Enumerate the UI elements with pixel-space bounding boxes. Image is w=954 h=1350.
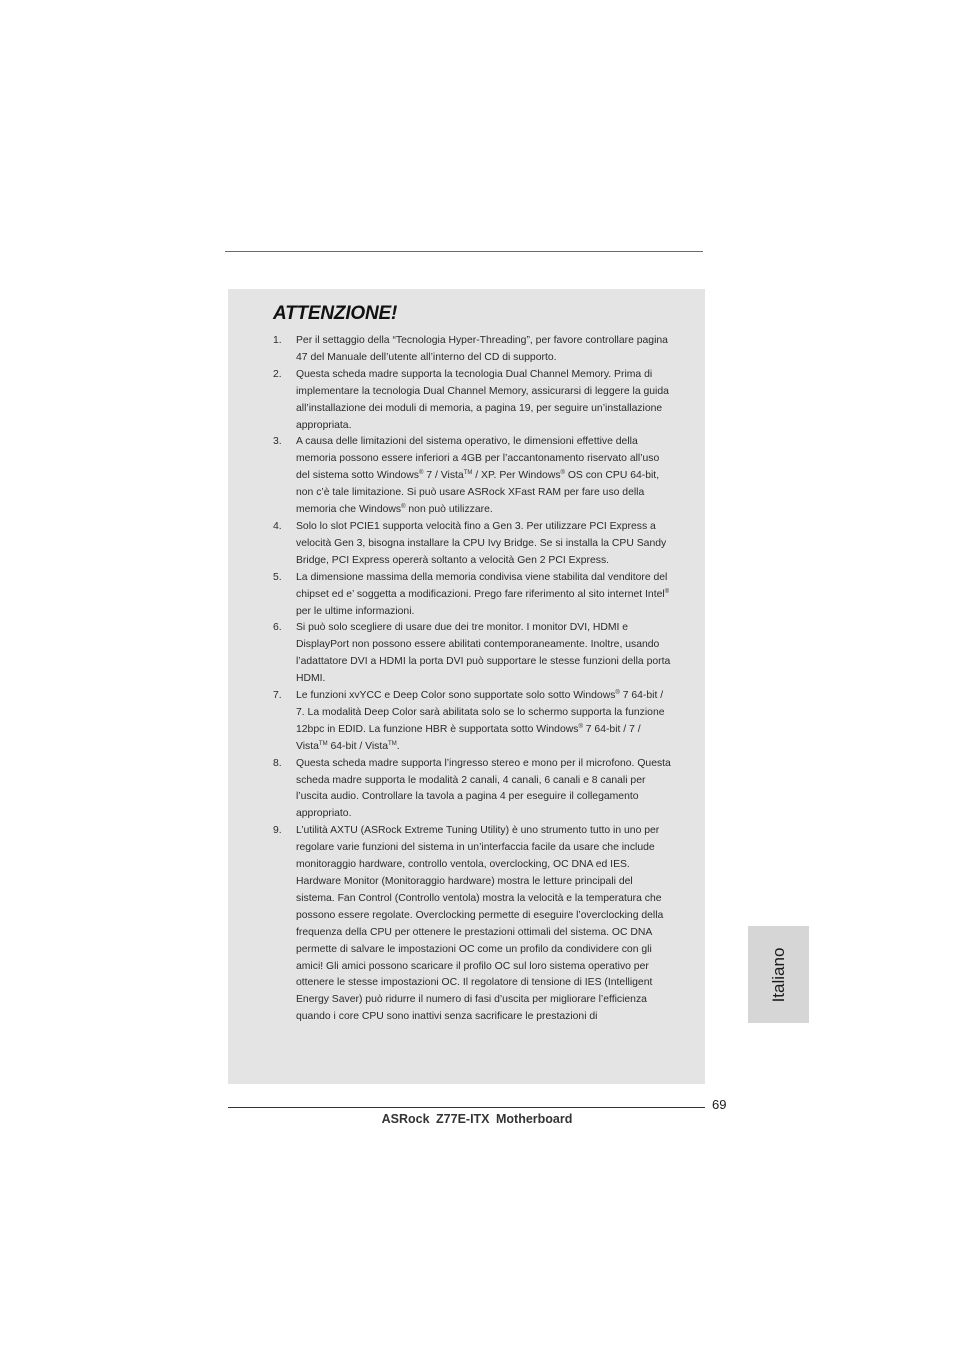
notice-item-number: 9. — [273, 825, 282, 837]
notice-item-number: 4. — [273, 520, 282, 532]
notice-list — [273, 333, 673, 1026]
notice-item — [273, 620, 673, 688]
trademark-mark: ® — [560, 470, 565, 477]
notice-item — [273, 434, 673, 519]
text-segment: 64-bit / Vista — [327, 740, 389, 752]
text-segment: non può utilizzare. — [405, 504, 493, 516]
trademark-mark: TM — [388, 740, 397, 747]
trademark-mark: ® — [664, 588, 670, 595]
top-divider — [225, 251, 703, 252]
text-segment: Questa scheda madre supporta l’ingresso stereo e mono per il microfono. Questa scheda madre supporta le modalità 2 canali, 4 canali, 6 canali e 8 canali per l’uscita audio. Controllare la tavola a pagina 4 per eseguire il collegamento appropriato. — [296, 757, 671, 820]
page-number: 69 — [712, 1097, 727, 1112]
trademark-mark: ® — [419, 470, 424, 477]
notice-title: ATTENZIONE! — [273, 303, 398, 324]
notice-item-number: 6. — [273, 622, 282, 634]
notice-item-text — [296, 620, 673, 688]
notice-item — [273, 823, 673, 1026]
notice-item-number: 1. — [273, 335, 282, 346]
notice-item — [273, 570, 673, 621]
notice-item-number: 2. — [273, 368, 282, 380]
text-segment: Questa scheda madre supporta la tecnologia Dual Channel Memory. Prima di implementare la tecnologia Dual Channel Memory, assicurarsi di leggere la guida all’installazione dei moduli di memoria, a pagina 19, per seguire un’installazione appropriata. — [296, 368, 669, 431]
text-segment: Le funzioni xvYCC e Deep Color sono supportate solo sotto Windows — [296, 690, 616, 702]
notice-item-text — [296, 570, 673, 621]
trademark-mark: ® — [578, 723, 583, 730]
notice-item — [273, 333, 673, 367]
text-segment: per le ultime informazioni. — [296, 605, 415, 617]
notice-item-text — [296, 367, 673, 435]
notice-item-text — [296, 756, 673, 824]
trademark-mark: ® — [401, 504, 406, 511]
notice-item — [273, 367, 673, 435]
trademark-mark: TM — [463, 470, 473, 477]
text-segment: A causa delle limitazioni del sistema operativo, le dimensioni effettive della memoria possono essere inferiori a 4GB per l’accantonamento riservato all’uso del sistema sotto Windows — [296, 436, 660, 482]
notice-item-number: 3. — [273, 436, 282, 448]
footer-divider — [228, 1107, 705, 1108]
trademark-mark: TM — [318, 740, 328, 747]
notice-item — [273, 688, 673, 756]
notice-item-number: 8. — [273, 757, 282, 769]
language-tab — [748, 926, 809, 1023]
notice-box — [228, 289, 705, 1084]
text-segment: 7 / Vista — [423, 470, 464, 482]
footer-product-title: ASRock Z77E-ITX Motherboard — [381, 1112, 573, 1126]
text-segment: Per il settaggio della “Tecnologia Hyper-Threading”, per favore controllare pagina 47 del Manuale dell’utente all’interno del CD di supporto. — [296, 335, 668, 363]
notice-item — [273, 519, 673, 570]
notice-item — [273, 756, 673, 824]
text-segment: / XP. Per Windows — [472, 470, 561, 482]
notice-item-text — [296, 688, 673, 756]
notice-item-text — [296, 434, 673, 519]
text-segment: . — [396, 740, 400, 752]
notice-item-text — [296, 519, 673, 570]
text-segment: Solo lo slot PCIE1 supporta velocità fino a Gen 3. Per utilizzare PCI Express a velocità Gen 3, bisogna installare la CPU Ivy Bridge. Se si installa la CPU Sandy Bridge, PCI Express opererà soltanto a velocità Gen 2 PCI Express. — [296, 520, 667, 566]
notice-item-number: 5. — [273, 571, 282, 583]
text-segment: OS con CPU 64-bit, non c’è tale limitazione. Si può usare ASRock XFast RAM per fare uso della memoria che Windows — [296, 470, 660, 516]
notice-item-text — [296, 823, 673, 1026]
language-tab-label: Italiano — [768, 947, 788, 1002]
text-segment: 7 64-bit / 7. La modalità Deep Color sarà abilitata solo se lo schermo supporta la funzione 12bpc in EDID. La funzione HBR è supportata sotto Windows — [296, 690, 665, 735]
notice-item-text — [296, 333, 673, 367]
text-segment: L’utilità AXTU (ASRock Extreme Tuning Utility) è uno strumento tutto in uno per regolare varie funzioni del sistema in un’interfaccia facile da usare che include monitoraggio hardware, controllo ventola, overclocking, OC DNA ed IES. Hardware Monitor (Monitoraggio hardware) mostra le letture principali del sistema. Fan Control (Controllo ventola) mostra la velocità e la temperatura che possono essere regolate. Overclocking permette di eseguire l’overclocking della frequenza della CPU per ottenere le prestazioni ottimali del sistema. OC DNA permette di salvare le impostazioni OC come un profilo da condividere con gli amici! Gli amici possono scaricare il profilo OC sul loro sistema operativo per ottenere le stesse impostazioni OC. Il regolatore di tensione di IES (Intelligent Energy Saver) può ridurre il numero di fasi d’uscita per migliorare l’efficienza quando i core CPU sono inattivi senza sacrificare le prestazioni di — [296, 825, 664, 1023]
trademark-mark: ® — [615, 690, 620, 697]
text-segment: Si può solo scegliere di usare due dei tre monitor. I monitor DVI, HDMI e DisplayPort non possono essere abilitati contemporaneamente. Inoltre, usando l’adattatore DVI a HDMI la porta DVI può supportare le stesse funzioni della porta HDMI. — [296, 622, 671, 685]
text-segment: 7 64-bit / 7 / Vista — [296, 723, 641, 752]
notice-item-number: 7. — [273, 690, 282, 702]
text-segment: La dimensione massima della memoria condivisa viene stabilita dal venditore del chipset ed e’ soggetta a modificazioni. Prego fare riferimento al sito internet Intel — [296, 571, 668, 600]
